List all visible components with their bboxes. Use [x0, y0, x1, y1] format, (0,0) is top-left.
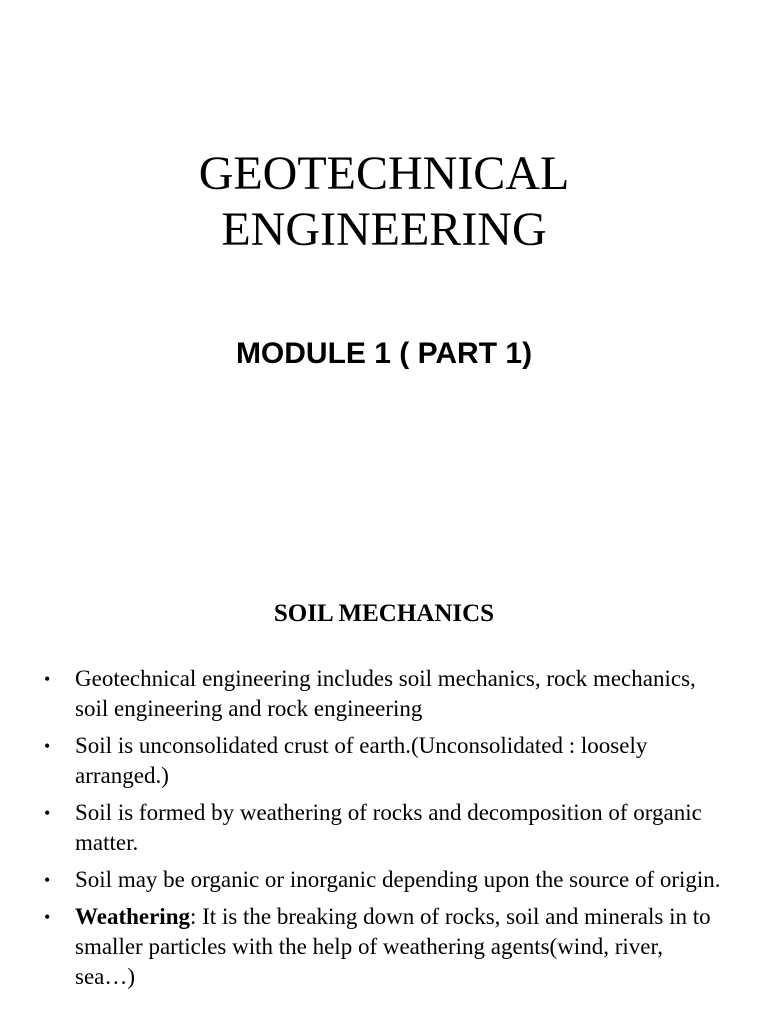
- title-line-2: ENGINEERING: [221, 203, 547, 256]
- title-line-1: GEOTECHNICAL: [198, 147, 570, 200]
- bullet-item: [0, 664, 768, 724]
- main-title: [0, 146, 768, 258]
- bullet-icon: •: [44, 907, 51, 927]
- bullet-text: Geotechnical engineering includes soil mechanics, rock mechanics, soil engineering and rock engineering: [75, 666, 696, 721]
- weathering-definition: : It is the breaking down of rocks, soil and minerals in to smaller particles with the help of weathering agents(wind, river, sea…): [75, 904, 711, 989]
- weathering-term: Weathering: [75, 904, 190, 929]
- bullet-text: Soil may be organic or inorganic depending upon the source of origin.: [75, 867, 721, 892]
- bullet-item: [0, 798, 768, 858]
- bullet-icon: •: [44, 803, 51, 823]
- bullet-list: [0, 664, 768, 999]
- bullet-text: Soil is formed by weathering of rocks and decomposition of organic matter.: [75, 800, 702, 855]
- bullet-item: [0, 731, 768, 791]
- module-subtitle: MODULE 1 ( PART 1): [235, 337, 533, 370]
- section-heading: SOIL MECHANICS: [273, 600, 495, 627]
- soil-mechanics-slide: [0, 512, 768, 1024]
- bullet-item: [0, 865, 768, 895]
- bullet-icon: •: [44, 870, 51, 890]
- bullet-icon: •: [44, 669, 51, 689]
- bullet-icon: •: [44, 736, 51, 756]
- bullet-item-weathering: [0, 902, 768, 992]
- bullet-text: Soil is unconsolidated crust of earth.(Unconsolidated : loosely arranged.): [75, 733, 648, 788]
